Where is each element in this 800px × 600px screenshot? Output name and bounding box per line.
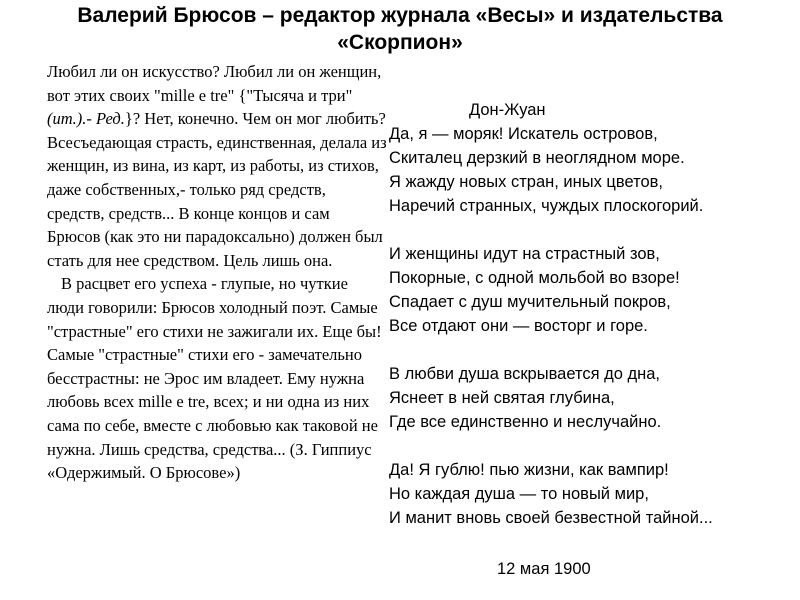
page-title: Валерий Брюсов – редактор журнала «Весы» и издательства «Скорпион» xyxy=(77,4,723,54)
poem-line: Все отдают они — восторг и горе. xyxy=(389,317,648,335)
poem-line: Яснеет в ней святая глубина, xyxy=(389,389,615,407)
poem-line: Где все единственно и неслучайно. xyxy=(389,413,662,431)
editor-note: (um.).- Ред. xyxy=(47,109,125,129)
quote-text: Любил ли он искусство? Любил ли он женщин, вот этих своих "mille e tre" {"Тысяча и три" xyxy=(47,62,382,105)
poem-line: Да! Я гублю! пью жизни, как вампир! xyxy=(389,461,669,479)
poem-don-juan xyxy=(389,98,789,530)
poem-line: И женщины идут на страстный зов, xyxy=(389,245,660,263)
poem-line: Да, я — моряк! Искатель островов, xyxy=(389,125,658,143)
gippius-quote xyxy=(47,60,387,485)
poem-line: Я жажду новых стран, иных цветов, xyxy=(389,173,663,191)
poem-date: 12 мая 1900 xyxy=(497,560,591,578)
poem-line: В любви душа вскрывается до дна, xyxy=(389,365,660,383)
poem-line: Наречий странных, чуждых плоскогорий. xyxy=(389,197,704,215)
poem-line: И манит вновь своей безвестной тайной... xyxy=(389,509,713,527)
poem-stanza xyxy=(389,242,789,338)
poem-stanza xyxy=(389,122,789,218)
poem-stanza xyxy=(389,458,789,530)
poem-line: Скиталец дерзкий в неоглядном море. xyxy=(389,149,685,167)
poem-line: Спадает с душ мучительный покров, xyxy=(389,293,671,311)
poem-line: Но каждая душа — то новый мир, xyxy=(389,485,649,503)
poem-line: Покорные, с одной мольбой во взоре! xyxy=(389,269,680,287)
poem-stanza xyxy=(389,362,789,434)
quote-paragraph: В расцвет его успеха - глупые, но чуткие люди говорили: Брюсов холодный поэт. Самые "страстные" его стихи не зажигали их. Еще бы! Самые "страстные" стихи его - замечательно бесстрастны: не Эрос им владеет. Ему нужна любовь всех mille e tre, всех; и ни одна из них сама по себе, вместе с любовью как таковой не нужна. Лишь средства, средства... (З. Гиппиус «Одержимый. О Брюсове») xyxy=(47,274,382,483)
poem-title: Дон-Жуан xyxy=(469,101,546,119)
quote-text: }? Нет, конечно. Чем он мог любить? Всесъедающая страсть, единственная, делала из женщин, из вина, из карт, из работы, из стихов, даже собственных,- только ряд средств, средств, средств... В конце концов и сам Брюсов (как это ни парадоксально) должен был стать для нее средством. Цель лишь она. xyxy=(47,109,387,270)
quote-paragraph xyxy=(47,60,387,272)
